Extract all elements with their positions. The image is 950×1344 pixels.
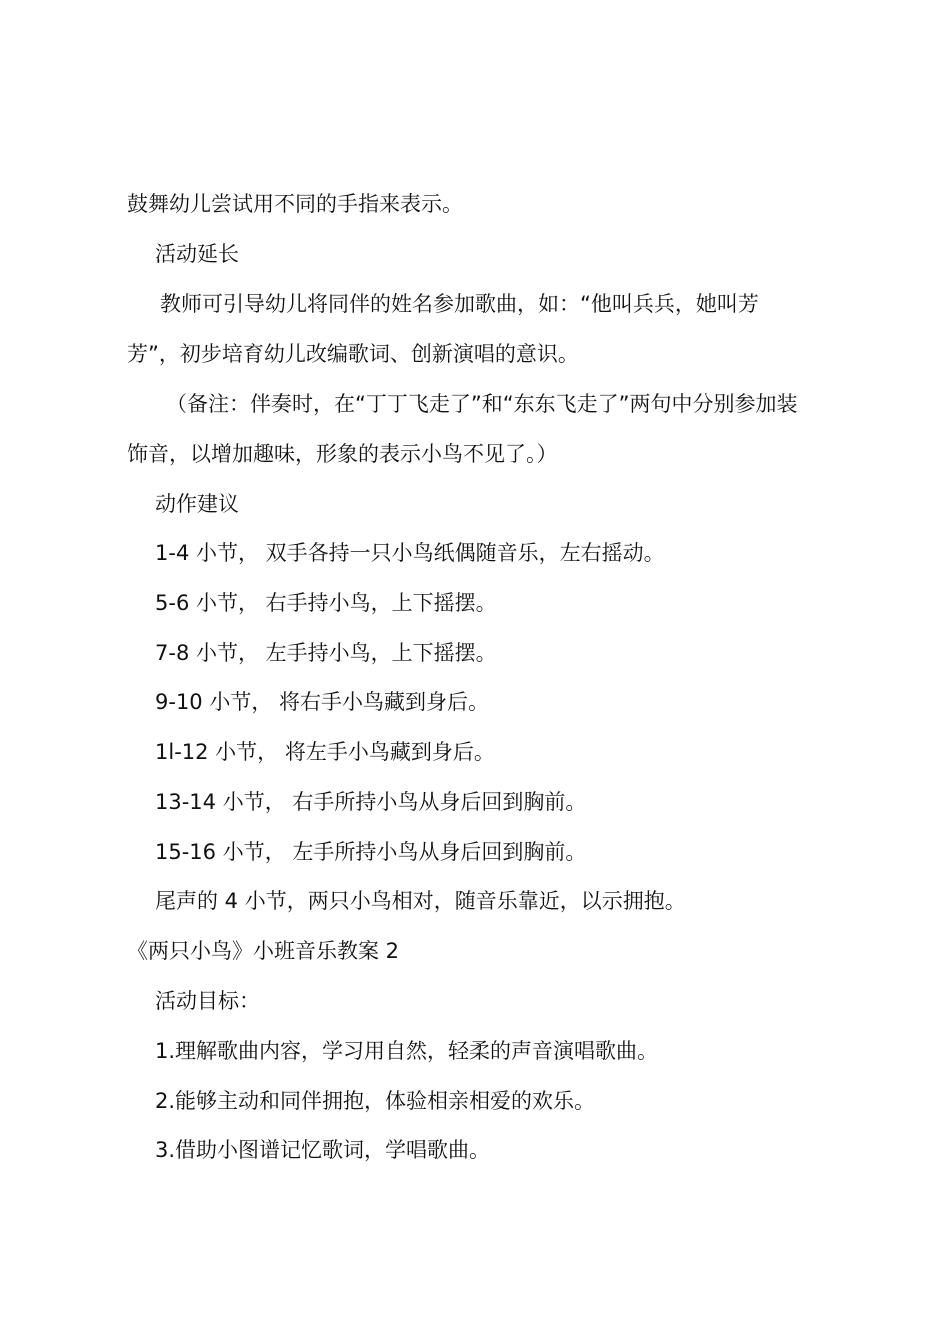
list-item: 1l-12 小节， 将左手小鸟藏到身后。: [155, 740, 495, 764]
paragraph-line: 鼓舞幼儿尝试用不同的手指来表示。: [127, 192, 463, 216]
list-item: 9-10 小节， 将右手小鸟藏到身后。: [155, 690, 490, 714]
paragraph-line: 芳”，初步培育幼儿改编歌词、创新演唱的意识。: [127, 342, 579, 366]
list-item: 13-14 小节， 右手所持小鸟从身后回到胸前。: [155, 790, 587, 814]
list-item: 1.理解歌曲内容，学习用自然，轻柔的声音演唱歌曲。: [155, 1039, 659, 1063]
list-item: 1-4 小节， 双手各持一只小鸟纸偶随音乐，左右摇动。: [155, 541, 665, 565]
section-heading-activity-extension: 活动延长: [155, 242, 239, 266]
list-item: 7-8 小节， 左手持小鸟，上下摇摆。: [155, 641, 497, 665]
list-item: 2.能够主动和同伴拥抱，体验相亲相爱的欢乐。: [155, 1089, 596, 1113]
list-item: 3.借助小图谱记忆歌词，学唱歌曲。: [155, 1138, 491, 1162]
list-item: 15-16 小节， 左手所持小鸟从身后回到胸前。: [155, 840, 587, 864]
list-item: 5-6 小节， 右手持小鸟，上下摇摆。: [155, 591, 497, 615]
note-line: 饰音，以增加趣味，形象的表示小鸟不见了。）: [127, 442, 558, 466]
section-heading-action-suggestions: 动作建议: [155, 492, 239, 516]
list-item: 尾声的 4 小节，两只小鸟相对，随音乐靠近，以示拥抱。: [155, 889, 686, 913]
lesson-title: 《两只小鸟》小班音乐教案 2: [127, 939, 400, 963]
paragraph-line: 教师可引导幼儿将同伴的姓名参加歌曲，如：“他叫兵兵，她叫芳: [160, 292, 759, 316]
section-heading-activity-goals: 活动目标：: [155, 989, 260, 1013]
note-line: （备注：伴奏时，在“丁丁飞走了”和“东东飞走了”两句中分别参加装: [166, 392, 798, 416]
